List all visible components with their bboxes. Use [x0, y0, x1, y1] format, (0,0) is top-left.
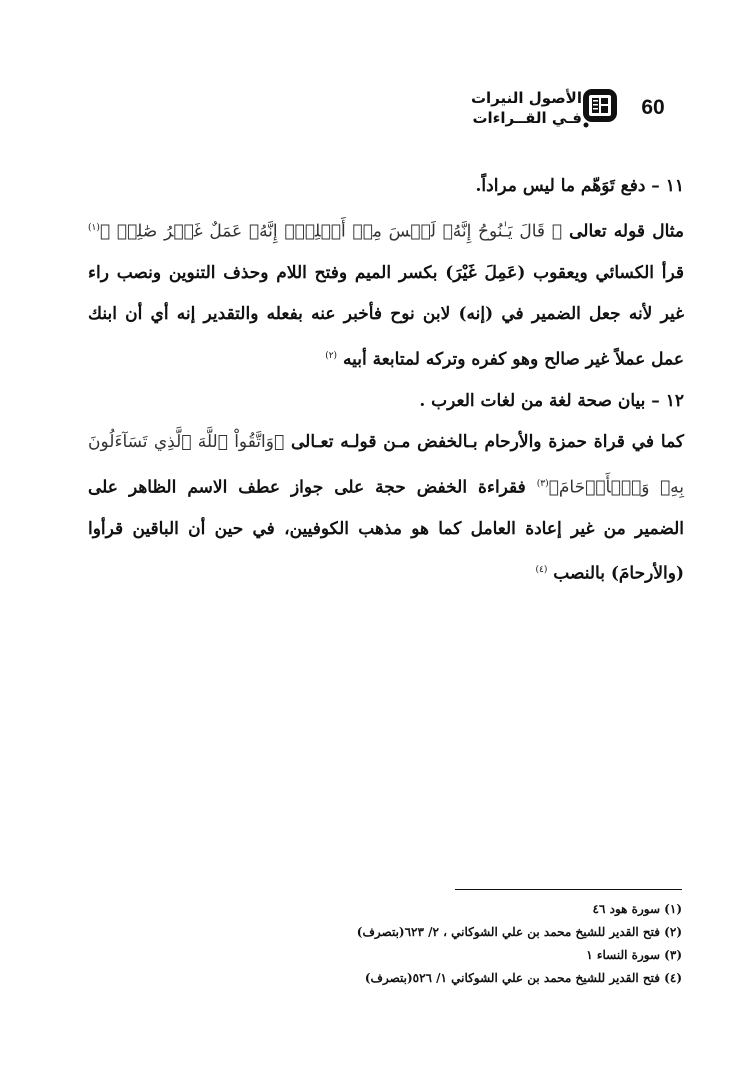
- footnote-marker: (٣): [536, 478, 549, 489]
- quran-verse: ﴿وَاتَّقُواْ ٱللَّهَ ٱلَّذِي تَسَآءَلُونَ بِهِۦ وَٱلۡأَرۡحَامَ﴾: [88, 432, 685, 498]
- footnote-item: (٢) فتح القدير للشيخ محمد بن علي الشوكاني ، ٢/ ٦٢٣(بتصرف): [356, 925, 682, 939]
- paragraph-text: كما في قراة حمزة والأرحام بـالخفض مـن قولـه تعـالى: [284, 432, 684, 453]
- paragraph-text: مثال قوله تعالى: [561, 221, 684, 242]
- quran-verse: ﴿ قَالَ يَـٰنُوحُ إِنَّهُۥ لَيۡسَ مِنۡ أَهۡلِكَۖ إِنَّهُۥ عَمَلٌ غَيۡرُ صَٰلِحٖ ﴾: [99, 221, 562, 242]
- paragraph-example-nisa: [88, 422, 684, 595]
- book-title: [442, 88, 582, 128]
- book-title-line2: فـي القــراءات: [472, 109, 582, 127]
- page-number: 60: [641, 96, 665, 119]
- footnote-item: (٣) سورة النساء ١: [586, 948, 682, 962]
- footnotes: [300, 898, 682, 990]
- footnote-item: (١) سورة هود ٤٦: [592, 902, 682, 916]
- page-header: [430, 78, 680, 138]
- footnote-marker: (٤): [535, 565, 548, 576]
- main-text: [88, 166, 684, 596]
- paragraph-text: فقراءة الخفض حجة على جواز عطف الاسم الظاهر على الضمير من غير إعادة العامل كما هو مذهب الكوفيين، في حين أن الباقين قرأوا (والأرحامَ) بالنصب: [88, 477, 684, 585]
- book-emblem-icon: [582, 88, 620, 128]
- paragraph-example-hud: [88, 208, 684, 381]
- footnote-divider: [455, 889, 682, 890]
- section-heading-11: ١١ – دفع تَوَهّم ما ليس مراداً.: [475, 176, 684, 196]
- footnote-marker: (١): [88, 222, 100, 233]
- section-heading-12: ١٢ – بيان صحة لغة من لغات العرب .: [419, 390, 684, 411]
- paragraph-text: قرأ الكسائي ويعقوب (عَمِلَ غَيْرَ) بكسر الميم وفتح اللام وحذف التنوين ونصب راء غير لأنه جعل الضمير في (إنه) لابن نوح فأخبر عنه بفعله والتقدير إنه أي أن ابنك عمل عملاً غير صالح وهو كفره وتركه لمتابعة أبيه: [88, 262, 684, 370]
- footnote-item: (٤) فتح القدير للشيخ محمد بن علي الشوكاني ١/ ٥٢٦(بتصرف): [364, 971, 682, 985]
- footnote-marker: (٢): [325, 350, 338, 361]
- book-title-line1: الأصول النيرات: [470, 89, 582, 107]
